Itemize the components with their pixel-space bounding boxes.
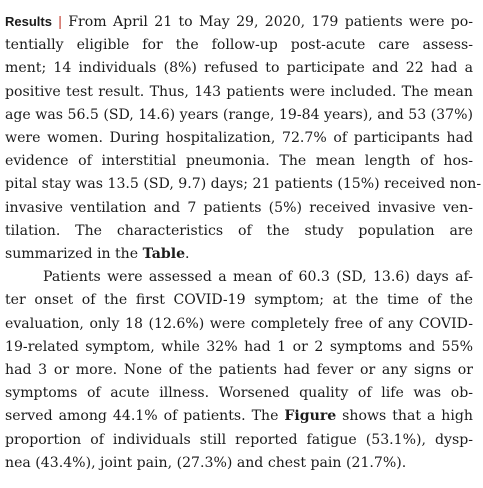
text-line: had 3 or more. None of the patients had fever or any signs or: [5, 362, 473, 379]
text-line: tentially eligible for the follow-up post-acute care assess-: [5, 37, 473, 54]
text-line: ment; 14 individuals (8%) refused to participate and 22 had a: [5, 60, 473, 77]
section-heading: Results: [5, 14, 52, 29]
text-line: proportion of individuals still reported fatigue (53.1%), dysp-: [5, 431, 473, 448]
text-line: [5, 10, 473, 34]
text-line: invasive ventilation and 7 patients (5%) received invasive ven-: [5, 199, 473, 216]
heading-separator: |: [58, 13, 62, 29]
text-segment: summarized in the: [5, 246, 143, 263]
text-line: Patients were assessed a mean of 60.3 (SD, 13.6) days af-: [43, 269, 473, 286]
text-line: [5, 243, 473, 266]
text-segment: .: [185, 246, 190, 263]
text-line: tilation. The characteristics of the study population are: [5, 222, 473, 239]
text-line: evidence of interstitial pneumonia. The mean length of hos-: [5, 153, 473, 170]
text-line: positive test result. Thus, 143 patients were included. The mean: [5, 83, 473, 100]
text-line: symptoms of acute illness. Worsened quality of life was ob-: [5, 385, 473, 402]
text-line: evaluation, only 18 (12.6%) were completely free of any COVID-: [5, 315, 473, 332]
text-line: pital stay was 13.5 (SD, 9.7) days; 21 patients (15%) received non-: [5, 176, 482, 193]
figure-reference-link[interactable]: Figure: [284, 408, 337, 425]
results-paragraph-1: [5, 10, 482, 266]
text-line: nea (43.4%), joint pain, (27.3%) and chest pain (21.7%).: [5, 454, 407, 471]
text-line: 19-related symptom, while 32% had 1 or 2 symptoms and 55%: [5, 338, 473, 355]
text-segment: From April 21 to May 29, 2020, 179 patients were po-: [68, 14, 473, 30]
text-segment: served among 44.1% of patients. The: [5, 408, 285, 425]
text-line: [5, 405, 473, 428]
text-line: were women. During hospitalization, 72.7% of participants had: [5, 130, 473, 147]
results-paragraph-2: [5, 266, 473, 475]
table-reference-link[interactable]: Table: [142, 246, 186, 263]
text-line: age was 56.5 (SD, 14.6) years (range, 19-84 years), and 53 (37%): [5, 106, 473, 123]
text-segment: shows that a high: [336, 408, 473, 425]
text-line: ter onset of the first COVID-19 symptom; at the time of the: [5, 292, 473, 309]
